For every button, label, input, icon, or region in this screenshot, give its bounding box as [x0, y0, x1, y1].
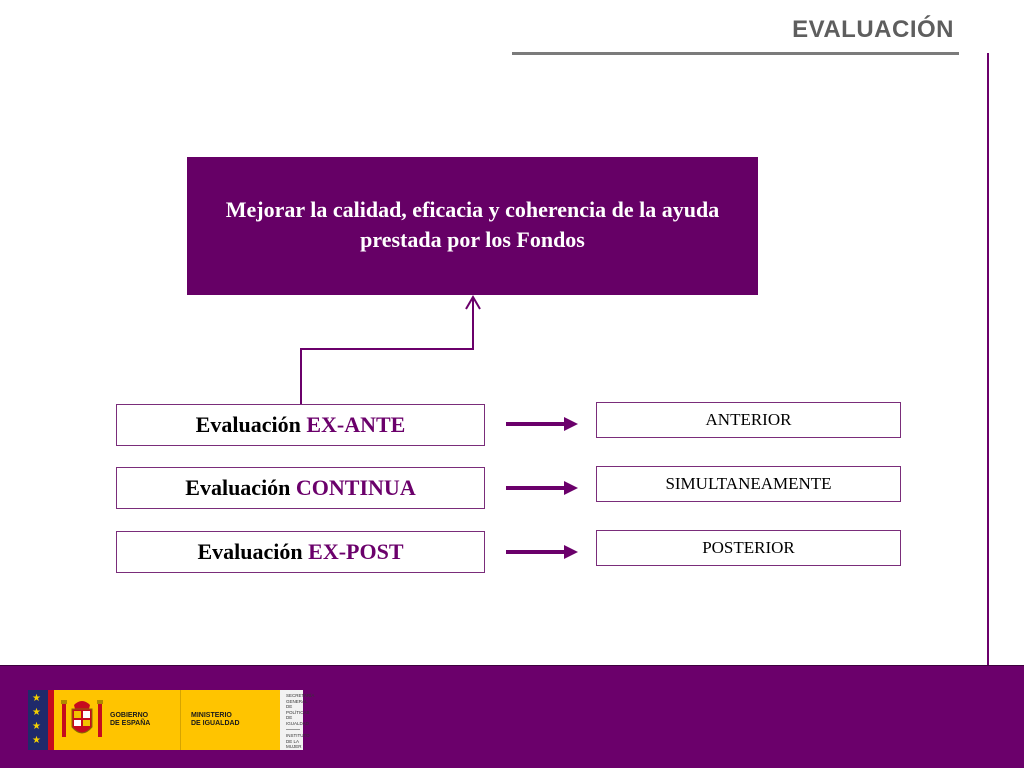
coat-of-arms-icon — [58, 695, 106, 745]
secretaria-text: SECRETARÍA GENERAL DE POLÍTICAS DE IGUALDAD — [286, 693, 315, 726]
timing-label: ANTERIOR — [705, 410, 792, 429]
eval-prefix: Evaluación — [185, 475, 296, 500]
eval-prefix: Evaluación — [195, 412, 307, 437]
eval-type: EX-POST — [308, 539, 404, 564]
secretaria-logo — [280, 690, 315, 750]
eval-box-continua — [116, 467, 485, 509]
eu-flag-icon: ★ ★ ★ ★ — [28, 690, 48, 750]
logo-divider — [286, 729, 300, 730]
government-logo — [28, 690, 315, 750]
right-arrow-icon — [506, 481, 578, 495]
gobierno-logo — [54, 690, 180, 750]
eval-type: CONTINUA — [295, 475, 416, 500]
eval-type: EX-ANTE — [306, 412, 406, 437]
timing-box-simultaneamente — [596, 466, 901, 502]
right-arrow-icon — [506, 417, 578, 431]
eval-box-ex-post — [116, 531, 485, 573]
timing-box-anterior — [596, 402, 901, 438]
eval-box-ex-ante — [116, 404, 485, 446]
timing-label: SIMULTANEAMENTE — [665, 474, 832, 493]
footer-bar — [0, 665, 1024, 768]
eval-prefix: Evaluación — [197, 539, 309, 564]
goal-text: Mejorar la calidad, eficacia y coherencia de la ayuda prestada por los Fondos — [225, 197, 720, 252]
timing-box-posterior — [596, 530, 901, 566]
ministerio-logo — [180, 690, 280, 750]
gobierno-text: GOBIERNO DE ESPAÑA — [110, 712, 151, 727]
slide-title: EVALUACIÓN — [792, 16, 954, 43]
right-arrow-icon — [506, 545, 578, 559]
ministerio-text: MINISTERIO DE IGUALDAD — [191, 712, 240, 727]
timing-label: POSTERIOR — [702, 538, 795, 557]
instituto-text: INSTITUTO DE LA MUJER — [286, 733, 310, 749]
